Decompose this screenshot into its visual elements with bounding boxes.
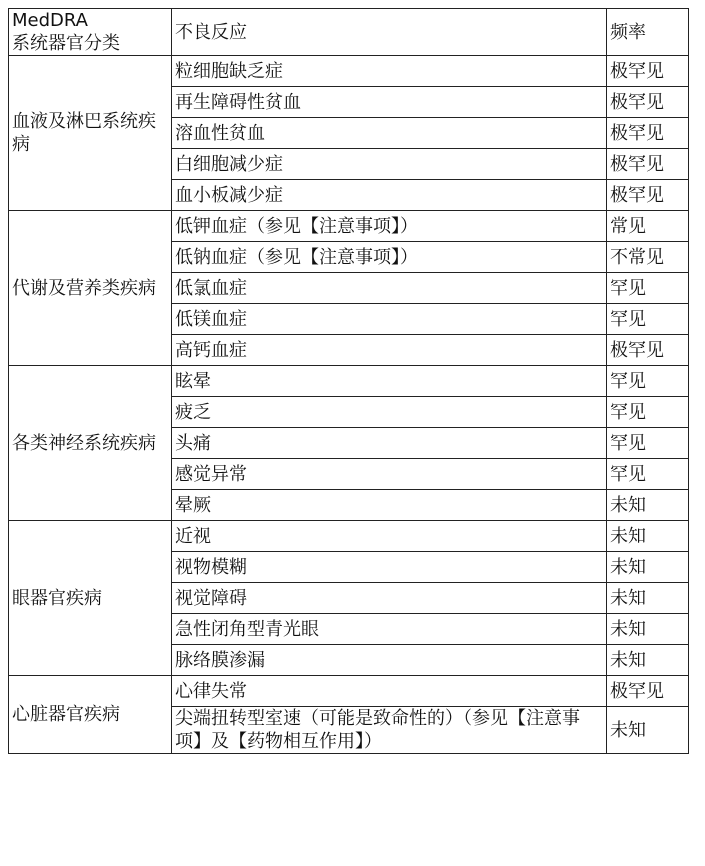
frequency-cell: 极罕见: [607, 149, 689, 180]
header-soc: [9, 9, 172, 56]
frequency-cell: 极罕见: [607, 87, 689, 118]
adverse-reaction-table: [8, 8, 689, 754]
reaction-cell: 溶血性贫血: [172, 118, 607, 149]
frequency-cell: 未知: [607, 521, 689, 552]
table-row: [9, 521, 689, 552]
reaction-cell: 低镁血症: [172, 304, 607, 335]
frequency-cell: 罕见: [607, 397, 689, 428]
frequency-cell: 罕见: [607, 459, 689, 490]
frequency-cell: 极罕见: [607, 180, 689, 211]
frequency-cell: 罕见: [607, 428, 689, 459]
reaction-cell: 粒细胞缺乏症: [172, 56, 607, 87]
table-row: [9, 366, 689, 397]
frequency-cell: 极罕见: [607, 676, 689, 707]
table-row: [9, 676, 689, 707]
frequency-cell: 未知: [607, 645, 689, 676]
reaction-cell: 急性闭角型青光眼: [172, 614, 607, 645]
reaction-cell: 心律失常: [172, 676, 607, 707]
soc-category-cell: 眼器官疾病: [9, 521, 172, 676]
reaction-cell: 低钾血症（参见【注意事项】）: [172, 211, 607, 242]
reaction-cell: 晕厥: [172, 490, 607, 521]
soc-category-cell: 心脏器官疾病: [9, 676, 172, 754]
soc-category-cell: 各类神经系统疾病: [9, 366, 172, 521]
reaction-cell: 视觉障碍: [172, 583, 607, 614]
reaction-cell: 头痛: [172, 428, 607, 459]
reaction-cell: 白细胞减少症: [172, 149, 607, 180]
header-soc-line1: MedDRA: [12, 10, 88, 31]
frequency-cell: 罕见: [607, 304, 689, 335]
reaction-cell: 血小板减少症: [172, 180, 607, 211]
soc-category-cell: 血液及淋巴系统疾病: [9, 56, 172, 211]
reaction-cell: 尖端扭转型室速（可能是致命性的）（参见【注意事项】及【药物相互作用】）: [172, 707, 607, 754]
reaction-cell: 感觉异常: [172, 459, 607, 490]
frequency-cell: 不常见: [607, 242, 689, 273]
table-header-row: [9, 9, 689, 56]
table-row: [9, 56, 689, 87]
frequency-cell: 未知: [607, 614, 689, 645]
frequency-cell: 未知: [607, 583, 689, 614]
frequency-cell: 罕见: [607, 273, 689, 304]
reaction-cell: 近视: [172, 521, 607, 552]
reaction-cell: 再生障碍性贫血: [172, 87, 607, 118]
reaction-cell: 高钙血症: [172, 335, 607, 366]
frequency-cell: 极罕见: [607, 118, 689, 149]
header-frequency: 频率: [607, 9, 689, 56]
header-soc-line2: 系统器官分类: [12, 33, 120, 54]
frequency-cell: 常见: [607, 211, 689, 242]
adverse-reaction-table-container: [8, 8, 689, 754]
frequency-cell: 未知: [607, 707, 689, 754]
frequency-cell: 极罕见: [607, 335, 689, 366]
header-reaction: 不良反应: [172, 9, 607, 56]
frequency-cell: 罕见: [607, 366, 689, 397]
reaction-cell: 低氯血症: [172, 273, 607, 304]
frequency-cell: 未知: [607, 490, 689, 521]
reaction-cell: 眩晕: [172, 366, 607, 397]
reaction-cell: 低钠血症（参见【注意事项】）: [172, 242, 607, 273]
table-body: [9, 56, 689, 754]
reaction-cell: 视物模糊: [172, 552, 607, 583]
table-row: [9, 211, 689, 242]
frequency-cell: 未知: [607, 552, 689, 583]
reaction-cell: 脉络膜渗漏: [172, 645, 607, 676]
soc-category-cell: 代谢及营养类疾病: [9, 211, 172, 366]
frequency-cell: 极罕见: [607, 56, 689, 87]
reaction-cell: 疲乏: [172, 397, 607, 428]
